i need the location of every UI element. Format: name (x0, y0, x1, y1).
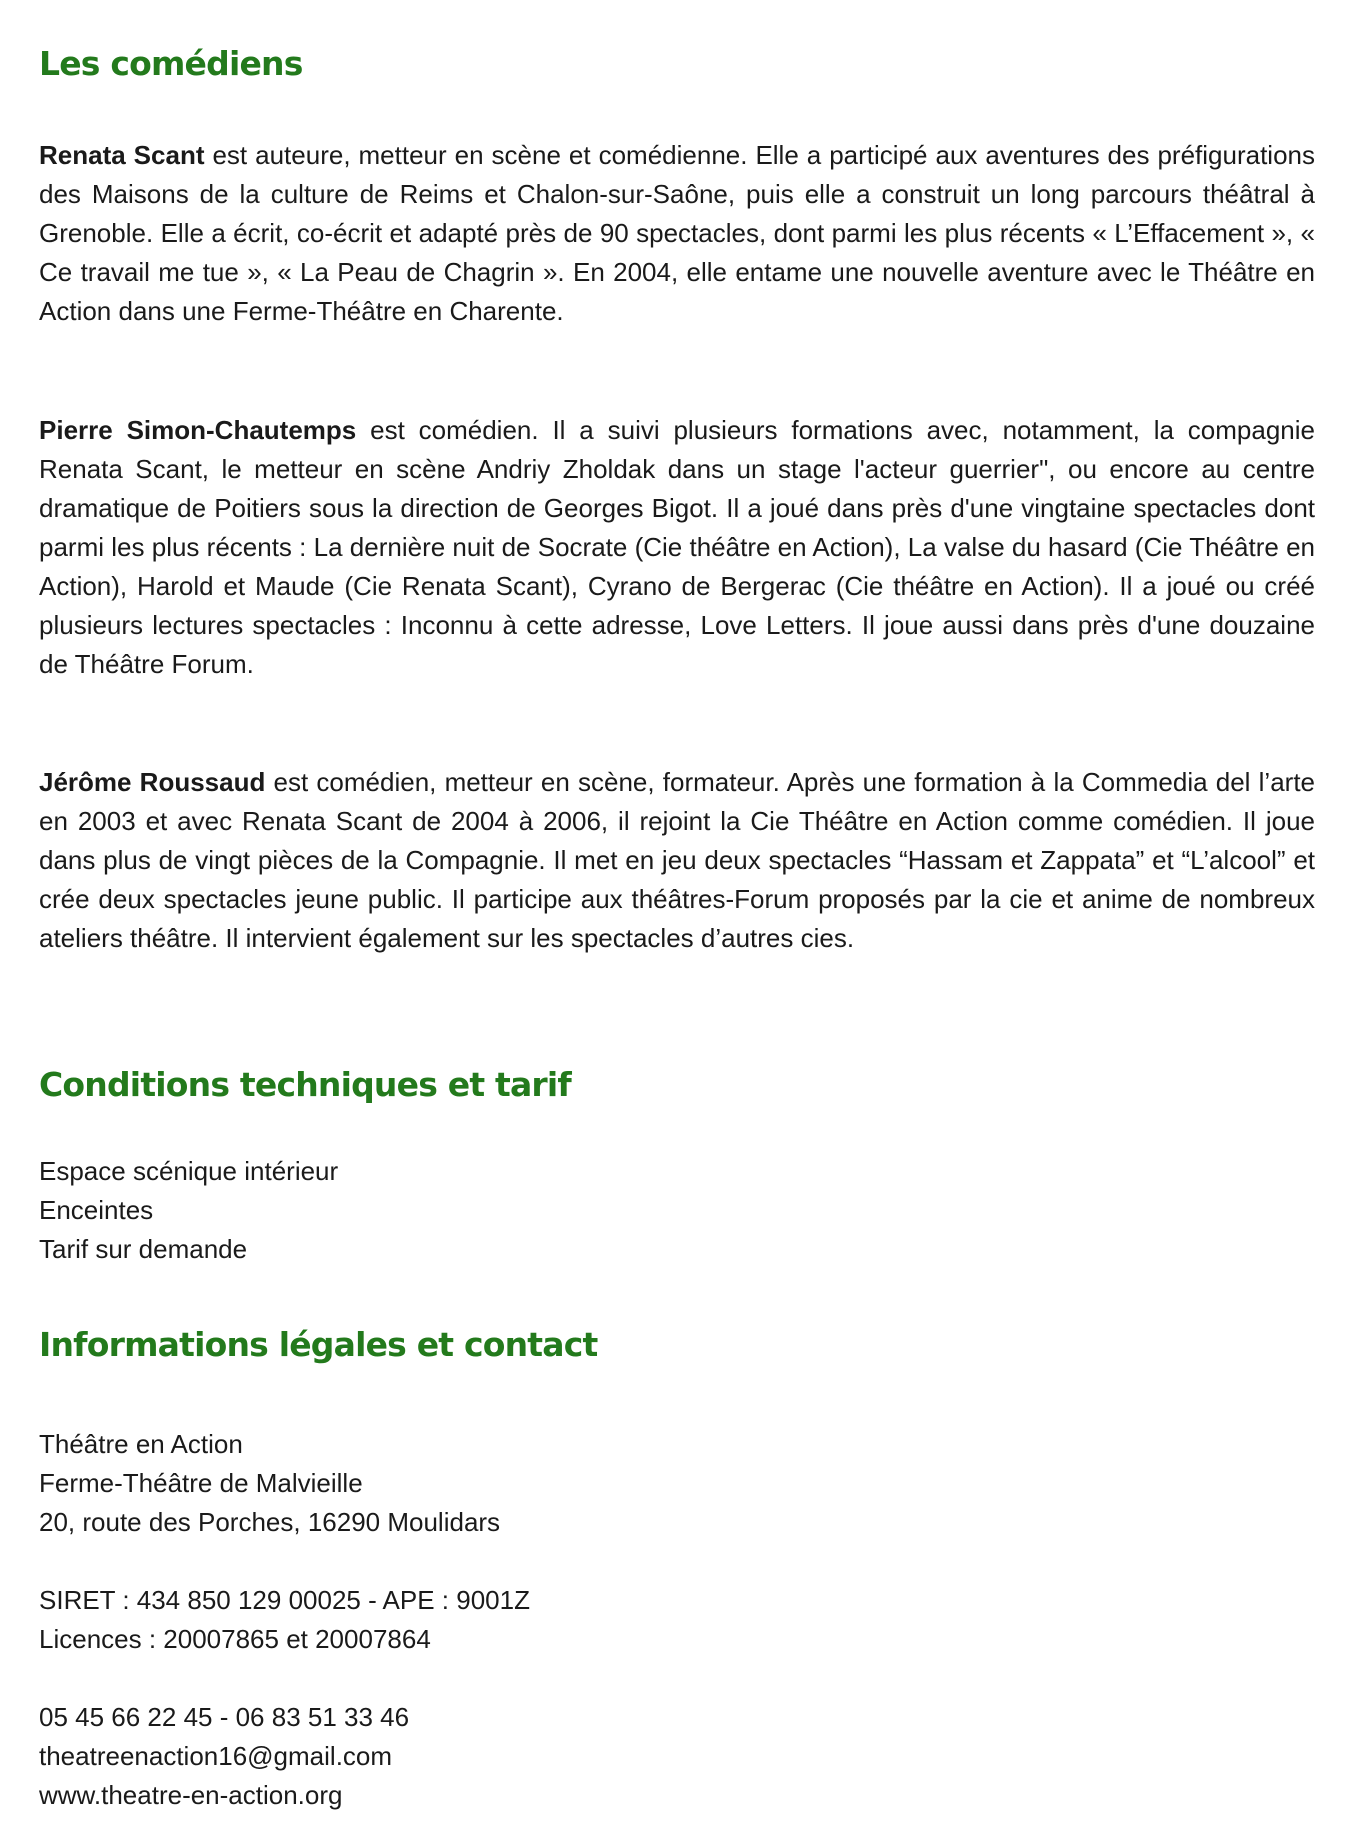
heading-infos-legales: Informations légales et contact (39, 1325, 598, 1364)
website-url: www.theatre-en-action.org (39, 1780, 343, 1810)
legal-block (39, 1581, 530, 1659)
bio-name: Pierre Simon-Chautemps (39, 415, 357, 445)
email-address: theatreenaction16@gmail.com (39, 1741, 393, 1771)
address-line: Ferme-Théâtre de Malvieille (39, 1468, 363, 1498)
bio-paragraph-renata-scant (39, 136, 1315, 331)
condition-item: Espace scénique intérieur (39, 1156, 339, 1186)
contact-block (39, 1698, 409, 1815)
phone-numbers: 05 45 66 22 45 - 06 83 51 33 46 (39, 1702, 410, 1732)
bio-name: Jérôme Roussaud (39, 767, 266, 797)
bio-text: est comédien, metteur en scène, formateur. Après une formation à la Commedia del l’arte en 2003 et avec Renata Scant de 2004 à 2006, il rejoint la Cie Théâtre en Action comme comédien. Il joue dans plus de vingt pièces de la Compagnie. Il met en jeu deux spectacles “Hassam et Zappata” et “L’alcool” et crée deux spectacles jeune public. Il participe aux théâtres-Forum proposés par la cie et anime de nombreux ateliers théâtre. Il intervient également sur les spectacles d’autres cies. (39, 767, 1315, 953)
bio-name: Renata Scant (39, 140, 205, 170)
address-line: 20, route des Porches, 16290 Moulidars (39, 1507, 501, 1537)
heading-conditions: Conditions techniques et tarif (39, 1065, 571, 1104)
bio-text: est auteure, metteur en scène et comédienne. Elle a participé aux aventures des préfigurations des Maisons de la culture de Reims et Chalon-sur-Saône, puis elle a construit un long parcours théâtral à Grenoble. Elle a écrit, co-écrit et adapté près de 90 spectacles, dont parmi les plus récents « L’Effacement », « Ce travail me tue », « La Peau de Chagrin ». En 2004, elle entame une nouvelle aventure avec le Théâtre en Action dans une Ferme-Théâtre en Charente. (39, 140, 1315, 326)
heading-comediens: Les comédiens (39, 44, 303, 83)
conditions-list (39, 1152, 338, 1269)
bio-paragraph-jerome-roussaud (39, 763, 1315, 958)
licences-line: Licences : 20007865 et 20007864 (39, 1624, 431, 1654)
bio-paragraph-pierre-simon-chautemps (39, 411, 1315, 684)
condition-item: Tarif sur demande (39, 1234, 248, 1264)
bio-text: est comédien. Il a suivi plusieurs formations avec, notamment, la compagnie Renata Scant, le metteur en scène Andriy Zholdak dans un stage l'acteur guerrier", ou encore au centre dramatique de Poitiers sous la direction de Georges Bigot. Il a joué dans près d'une vingtaine spectacles dont parmi les plus récents : La dernière nuit de Socrate (Cie théâtre en Action), La valse du hasard (Cie Théâtre en Action), Harold et Maude (Cie Renata Scant), Cyrano de Bergerac (Cie théâtre en Action). Il a joué ou créé plusieurs lectures spectacles : Inconnu à cette adresse, Love Letters. Il joue aussi dans près d'une douzaine de Théâtre Forum. (39, 415, 1315, 679)
siret-line: SIRET : 434 850 129 00025 - APE : 9001Z (39, 1585, 530, 1615)
condition-item: Enceintes (39, 1195, 154, 1225)
address-block (39, 1425, 500, 1542)
address-line: Théâtre en Action (39, 1429, 243, 1459)
